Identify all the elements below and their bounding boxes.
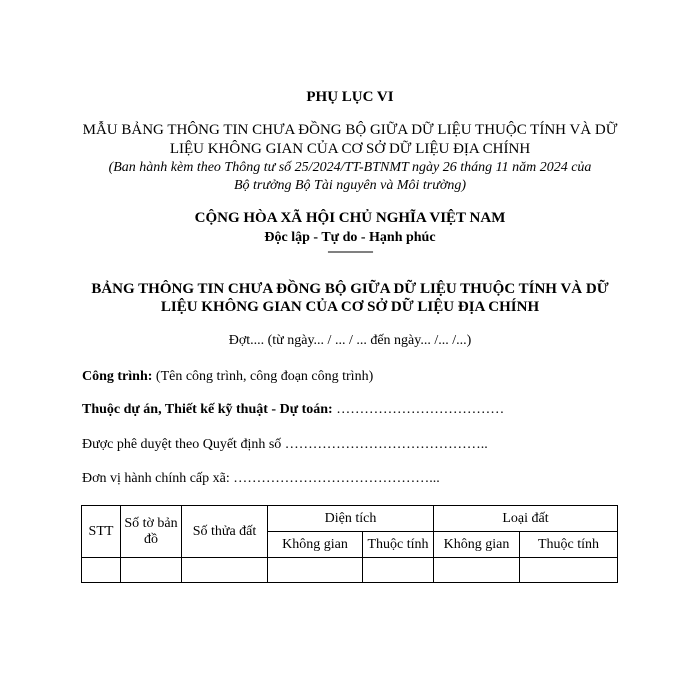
belongs-to-label: Thuộc dự án, Thiết kế kỹ thuật - Dự toán: [82, 402, 333, 417]
sync-info-table [81, 505, 618, 583]
issuance-note-line2: Bộ trưởng Bộ Tài nguyên và Môi trường) [233, 178, 467, 193]
national-title: CỘNG HÒA XÃ HỘI CHỦ NGHĨA VIỆT NAM [194, 210, 506, 226]
appendix-title: PHỤ LỤC VI [306, 89, 394, 105]
header-stt: STT [82, 506, 121, 558]
approved-decision-field: Được phê duyệt theo Quyết định số …………………………………….. [82, 437, 488, 452]
cell-area-spatial [268, 558, 363, 583]
table-row [82, 558, 618, 583]
belongs-to-value: ……………………………… [332, 402, 505, 417]
cell-parcel-number [182, 558, 268, 583]
belongs-to-field [82, 402, 504, 418]
header-map-sheet: Số tờ bản đồ [121, 506, 182, 558]
header-land-type-attribute: Thuộc tính [520, 532, 618, 558]
cell-land-type-spatial [434, 558, 520, 583]
period-line: Đợt.... (từ ngày... / ... / ... đến ngày... /... /...) [228, 333, 472, 348]
commune-unit-field: Đơn vị hành chính cấp xã: ……………………………………... [82, 471, 440, 486]
project-field [82, 369, 373, 385]
table-title-line2: LIỆU KHÔNG GIAN CỦA CƠ SỞ DỮ LIỆU ĐỊA CHÍNH [160, 299, 540, 315]
project-value: (Tên công trình, công đoạn công trình) [152, 369, 374, 384]
form-subtitle-line2: LIỆU KHÔNG GIAN CỦA CƠ SỞ DỮ LIỆU ĐỊA CHÍNH [169, 141, 531, 157]
header-land-type-spatial: Không gian [434, 532, 520, 558]
header-land-type-group: Loại đất [434, 506, 618, 532]
project-label: Công trình: [82, 369, 153, 384]
header-area-attribute: Thuộc tính [363, 532, 434, 558]
header-area-spatial: Không gian [268, 532, 363, 558]
issuance-note-line1: (Ban hành kèm theo Thông tư số 25/2024/TT-BTNMT ngày 26 tháng 11 năm 2024 của [108, 160, 592, 175]
cell-map-sheet [121, 558, 182, 583]
header-parcel-number: Số thửa đất [182, 506, 268, 558]
header-area-group: Diện tích [268, 506, 434, 532]
motto-divider: --------------- [327, 244, 373, 258]
cell-stt [82, 558, 121, 583]
cell-area-attribute [363, 558, 434, 583]
table-title-line1: BẢNG THÔNG TIN CHƯA ĐỒNG BỘ GIỮA DỮ LIỆU THUỘC TÍNH VÀ DỮ [91, 281, 609, 297]
national-motto: Độc lập - Tự do - Hạnh phúc [264, 230, 436, 245]
form-subtitle-line1: MẪU BẢNG THÔNG TIN CHƯA ĐỒNG BỘ GIỮA DỮ LIỆU THUỘC TÍNH VÀ DỮ [82, 122, 618, 138]
cell-land-type-attribute [520, 558, 618, 583]
